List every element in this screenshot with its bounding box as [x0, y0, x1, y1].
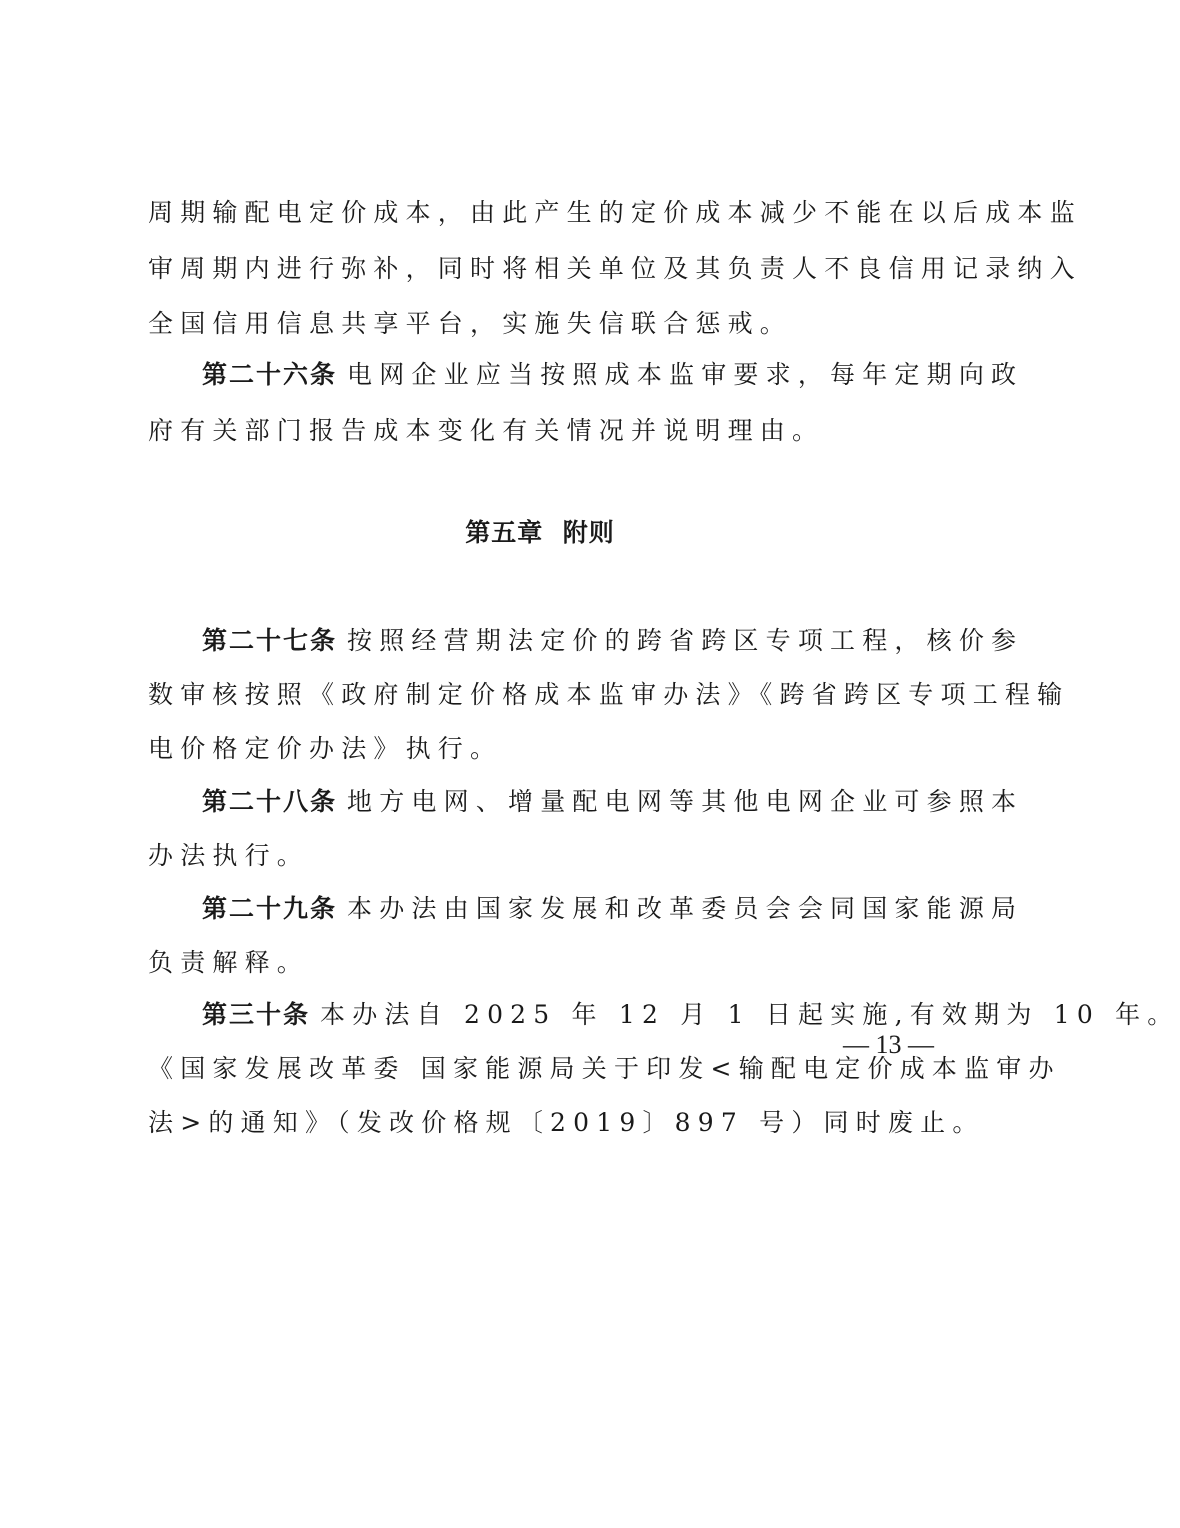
article-title: 第二十七条: [202, 626, 338, 655]
paragraph-line: 负责解释。: [148, 948, 310, 977]
paragraph-line: 周期输配电定价成本，由此产生的定价成本减少不能在以后成本监: [148, 198, 1082, 227]
paragraph-line: 府有关部门报告成本变化有关情况并说明理由。: [148, 416, 825, 445]
article-title: 第二十八条: [202, 787, 338, 816]
article-text: 按照经营期法定价的跨省跨区专项工程，核价参: [347, 626, 1024, 655]
paragraph-line: 《国家发展改革委 国家能源局关于印发<输配电定价成本监审办: [148, 1054, 1061, 1083]
paragraph-line: 数审核按照《政府制定价格成本监审办法》《跨省跨区专项工程输: [148, 680, 1070, 709]
paragraph-line: 电价格定价办法》执行。: [148, 734, 503, 763]
article-text: 本办法由国家发展和改革委员会会同国家能源局: [347, 894, 1024, 923]
paragraph-line: 法>的通知》（发改价格规〔2019〕897 号）同时废止。: [148, 1108, 985, 1137]
article-title: 第二十六条: [202, 360, 338, 389]
article-29-first-line: [202, 894, 1024, 924]
page-number: — 13 —: [843, 1030, 934, 1059]
article-text: 电网企业应当按照成本监审要求，每年定期向政: [347, 360, 1024, 389]
article-title: 第二十九条: [202, 894, 338, 923]
paragraph-line: 办法执行。: [148, 841, 310, 870]
article-28-first-line: [202, 787, 1024, 817]
chapter-heading: 第五章 附则: [465, 518, 615, 547]
article-title: 第三十条: [202, 1000, 311, 1029]
paragraph-line: 全国信用信息共享平台，实施失信联合惩戒。: [148, 309, 793, 338]
paragraph-line: 审周期内进行弥补，同时将相关单位及其负责人不良信用记录纳入: [148, 254, 1082, 283]
article-text: 本办法自 2025 年 12 月 1 日起实施,有效期为 10 年。: [320, 1000, 1180, 1029]
article-27-first-line: [202, 626, 1024, 656]
article-text: 地方电网、增量配电网等其他电网企业可参照本: [347, 787, 1024, 816]
article-26-first-line: [202, 360, 1024, 390]
article-30-first-line: [202, 1000, 1180, 1030]
